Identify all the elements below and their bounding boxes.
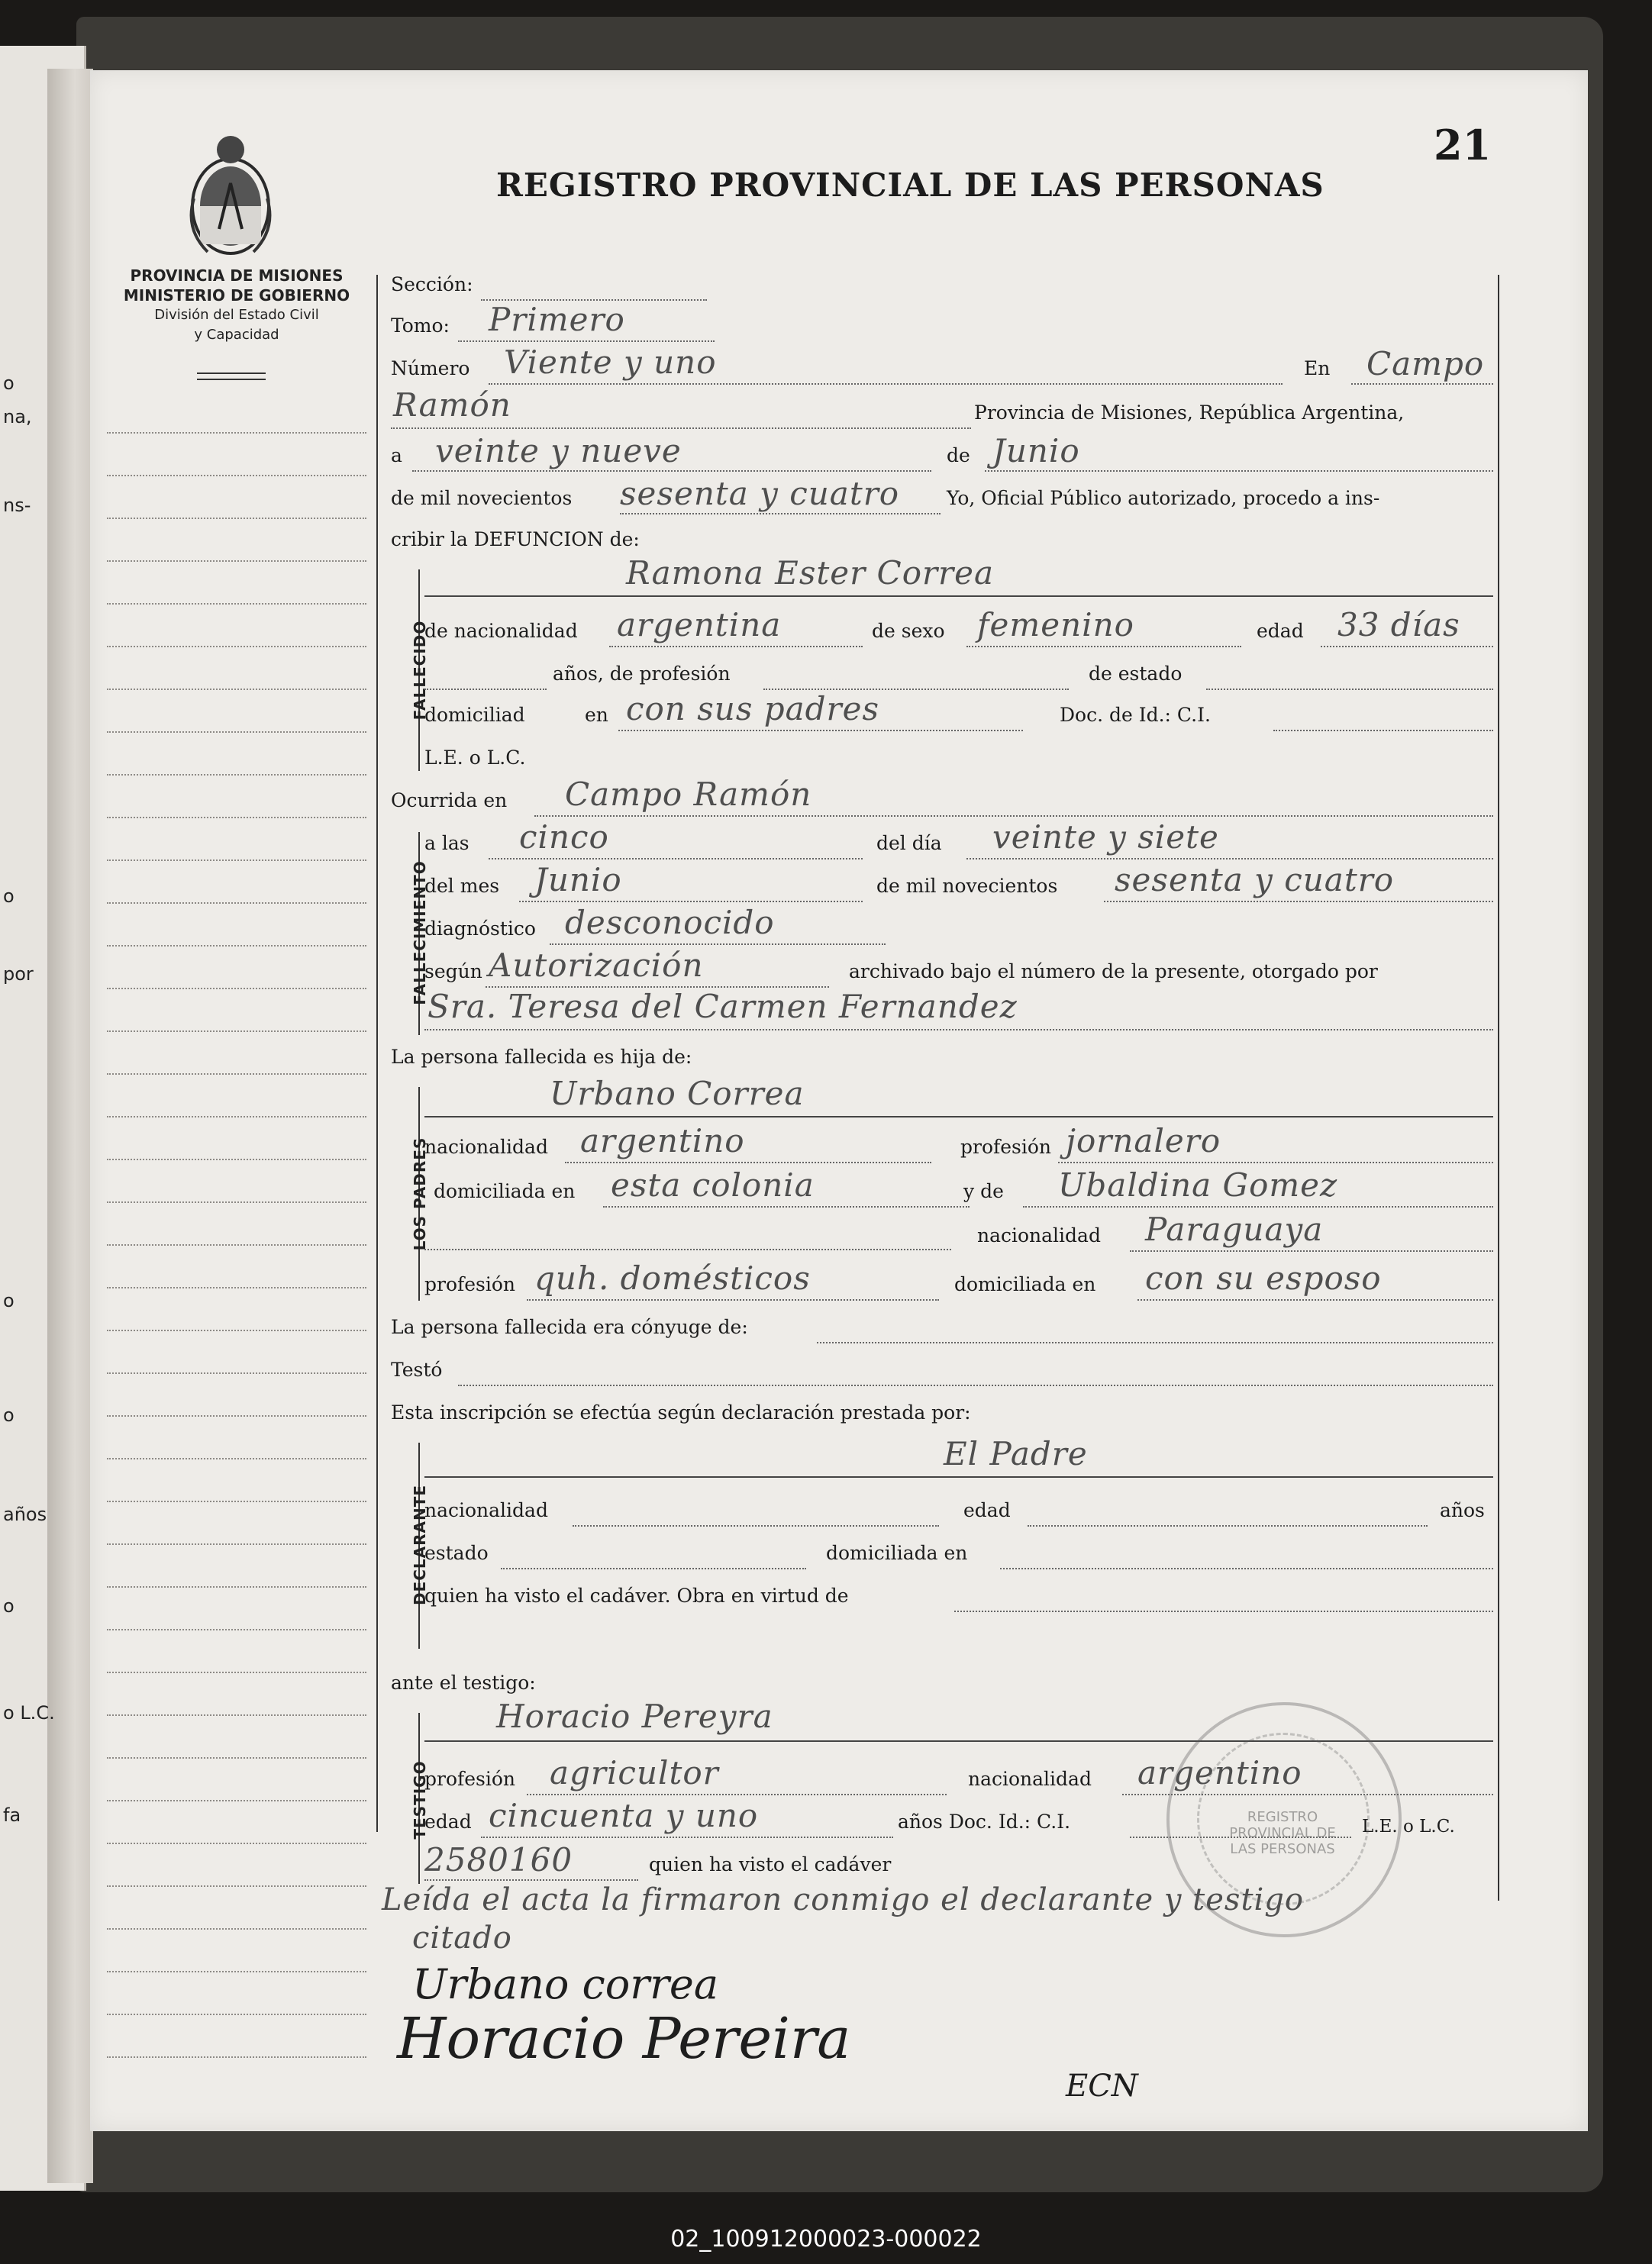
margin-ruled-line [107, 1629, 366, 1630]
ocurrida-value: Campo Ramón [565, 776, 812, 813]
segun-value: Autorización [489, 947, 704, 984]
fallecimiento-dia-value: veinte y siete [992, 818, 1219, 856]
doc-id-line [1273, 730, 1493, 731]
testigo-profesion-value: agricultor [550, 1754, 719, 1792]
testigo-profesion-label: profesión [424, 1768, 516, 1790]
form-left-border [376, 275, 378, 1832]
numero-line [489, 383, 1283, 385]
padre-profesion-line [1058, 1162, 1493, 1163]
sexo-value: femenino [977, 606, 1134, 643]
left-fragment: por [3, 963, 34, 985]
registro-anio-value: sesenta y cuatro [620, 475, 900, 512]
madre-nacionalidad-label: nacionalidad [977, 1224, 1101, 1246]
image-id-footer: 02_100912000023-000022 [670, 2226, 982, 2253]
testigo-name-value: Horacio Pereyra [496, 1698, 773, 1735]
declarante-edad-line [1028, 1525, 1428, 1527]
lugar-value: Ramón [393, 386, 511, 424]
estado-label: de estado [1089, 663, 1183, 685]
form-right-border [1498, 275, 1499, 1901]
madre-profesion-label: profesión [424, 1273, 516, 1295]
padre-nacionalidad-line [565, 1162, 931, 1163]
testigo-nacionalidad-value: argentino [1137, 1754, 1302, 1792]
fallecido-section-label: FALLECIDO [411, 620, 429, 721]
seccion-label: Sección: [391, 273, 473, 295]
madre-name-line [1023, 1206, 1493, 1208]
margin-ruled-line [107, 817, 366, 818]
margin-ruled-line [107, 518, 366, 519]
document-title: REGISTRO PROVINCIAL DE LAS PERSONAS [496, 166, 1325, 204]
margin-ruled-line [107, 560, 366, 562]
a-las-label: a las [424, 832, 469, 854]
margin-ruled-line [107, 902, 366, 904]
declarante-section-label: DECLARANTE [411, 1484, 429, 1606]
a-label: a [391, 444, 402, 466]
signature-declarante: Urbano correa [412, 1960, 719, 2008]
org-capacity: y Capacidad [194, 327, 279, 343]
provincia-text: Provincia de Misiones, República Argentina, [974, 402, 1405, 424]
cierre-nota-line1: Leída el acta la firmaron conmigo el declarante y testigo [382, 1882, 1304, 1917]
margin-ruled-line [107, 1971, 366, 1972]
margin-ruled-line [107, 689, 366, 690]
margin-ruled-line [107, 646, 366, 647]
margin-ruled-line [107, 1287, 366, 1288]
fallecimiento-anio-line [1104, 901, 1493, 902]
fallecido-name-line [424, 595, 1493, 597]
fallecido-nacionalidad-line [609, 646, 863, 647]
fallecimiento-section-label: FALLECIMIENTO [411, 860, 429, 1005]
declarante-nacionalidad-line [573, 1525, 939, 1527]
conyuge-line [817, 1342, 1493, 1343]
margin-ruled-line [107, 432, 366, 434]
declarante-name-value: El Padre [944, 1435, 1088, 1472]
margin-ruled-line [107, 1928, 366, 1930]
declarante-cadaver-text: quien ha visto el cadáver. Obra en virtud de [424, 1585, 849, 1607]
anio-label: de mil novecientos [876, 875, 1058, 897]
conyuge-text: La persona fallecida era cónyuge de: [391, 1316, 748, 1338]
ante-testigo-text: ante el testigo: [391, 1672, 536, 1694]
margin-ruled-line [107, 1030, 366, 1032]
diagnostico-line [550, 943, 886, 945]
domicilio-en-label: en [585, 704, 608, 726]
cierre-nota-line2: citado [412, 1921, 512, 1956]
edad-value: 33 días [1337, 606, 1460, 643]
fallecimiento-anio-value: sesenta y cuatro [1115, 861, 1395, 898]
official-seal-text: REGISTRO PROVINCIAL DE LAS PERSONAS [1229, 1809, 1336, 1857]
margin-ruled-line [107, 1586, 366, 1588]
en-line [1351, 383, 1493, 385]
margin-ruled-line [107, 1458, 366, 1459]
doc-id-label: Doc. de Id.: C.I. [1060, 704, 1211, 726]
fallecido-anios-line [424, 689, 547, 690]
left-fragment: años [3, 1504, 47, 1525]
fallecido-nacionalidad-value: argentina [617, 606, 782, 643]
declarante-anios-label: años [1440, 1499, 1485, 1521]
anio-prefix: de mil novecientos [391, 487, 573, 509]
testigo-docnum-line [424, 1879, 638, 1881]
testigo-edad-value: cincuenta y uno [489, 1797, 759, 1834]
padre-domicilio-line [603, 1206, 970, 1208]
registro-dia-value: veinte y nueve [435, 432, 682, 469]
left-fragment: o L.C. [3, 1702, 55, 1724]
declarante-edad-label: edad [963, 1499, 1011, 1521]
declarante-nacionalidad-label: nacionalidad [424, 1499, 548, 1521]
signature-testigo: Horacio Pereira [397, 2006, 851, 2072]
left-fragment: o [3, 1290, 15, 1311]
en-label: En [1304, 357, 1331, 379]
madre-extra-line [424, 1249, 951, 1250]
y-de-label: y de [963, 1180, 1004, 1202]
otorgado-value: Sra. Teresa del Carmen Fernandez [428, 988, 1018, 1025]
margin-ruled-line [107, 1885, 366, 1887]
margin-ruled-line [107, 603, 366, 605]
book-gutter [47, 69, 93, 2183]
tomo-line [458, 340, 715, 342]
edad-line [1321, 646, 1493, 647]
padre-nacionalidad-value: argentino [580, 1122, 745, 1159]
testigo-nacionalidad-label: nacionalidad [968, 1768, 1092, 1790]
testo-label: Testó [391, 1359, 443, 1381]
en-value: Campo [1366, 345, 1485, 382]
testigo-profesion-line [527, 1794, 947, 1795]
margin-ruled-line [107, 1757, 366, 1759]
padre-domicilio-value: esta colonia [611, 1166, 815, 1204]
left-fragment: ns- [3, 495, 31, 516]
madre-profesion-value: quh. domésticos [534, 1259, 811, 1297]
hija-text: La persona fallecida es hija de: [391, 1046, 692, 1068]
del-dia-label: del día [876, 832, 942, 854]
argentina-coat-of-arms-icon [177, 130, 284, 260]
declarante-domicilio-line [1000, 1568, 1493, 1569]
ocurrida-line [534, 815, 1493, 817]
declarante-estado-label: estado [424, 1542, 489, 1564]
padres-section-label: LOS PADRES [411, 1137, 429, 1251]
declarante-estado-line [501, 1568, 806, 1569]
padre-name-value: Urbano Correa [550, 1075, 805, 1112]
testo-line [458, 1385, 1493, 1386]
left-fragment: o [3, 1405, 15, 1426]
margin-ruled-line [107, 1714, 366, 1716]
left-fragment: na, [3, 406, 32, 427]
margin-ruled-line [107, 2056, 366, 2058]
otorgado-line [424, 1029, 1493, 1030]
registro-mes-value: Junio [992, 432, 1080, 469]
del-mes-label: del mes [424, 875, 500, 897]
testigo-section-label: TESTIGO [411, 1760, 429, 1840]
madre-nacionalidad-line [1130, 1250, 1493, 1252]
padre-domiciliada-label: domiciliada en [434, 1180, 576, 1202]
testigo-anios-doc-label: años Doc. Id.: C.I. [898, 1811, 1071, 1833]
left-fragment: fa [3, 1804, 21, 1826]
left-fragment: o [3, 885, 15, 907]
madre-nacionalidad-value: Paraguaya [1145, 1211, 1324, 1248]
madre-domicilio-line [1137, 1299, 1493, 1301]
numero-label: Número [391, 357, 470, 379]
tomo-label: Tomo: [391, 314, 450, 337]
left-fragment: o [3, 1595, 15, 1617]
de-label: de [947, 444, 970, 466]
margin-ruled-line [107, 1201, 366, 1203]
lugar-line [391, 427, 971, 429]
testigo-cadaver-text: quien ha visto el cadáver [649, 1853, 892, 1875]
padre-profesion-label: profesión [960, 1136, 1052, 1158]
hora-line [489, 858, 863, 859]
dia-line [412, 470, 931, 472]
testigo-edad-line [481, 1837, 893, 1838]
estado-line [1206, 689, 1493, 690]
margin-ruled-line [107, 859, 366, 861]
org-province: PROVINCIA DE MISIONES [130, 266, 344, 285]
mes-line [985, 470, 1493, 472]
edad-label: edad [1257, 620, 1304, 642]
segun-label: según [424, 960, 482, 982]
le-lc-label: L.E. o L.C. [424, 747, 526, 769]
margin-ruled-line [107, 988, 366, 989]
dia-line [966, 858, 1493, 859]
tomo-value: Primero [489, 301, 625, 338]
margin-ruled-line [107, 1415, 366, 1417]
org-division: División del Estado Civil [154, 307, 319, 323]
testigo-le-lc-label: L.E. o L.C. [1362, 1817, 1455, 1837]
margin-ruled-line [107, 1843, 366, 1844]
diagnostico-label: diagnóstico [424, 918, 536, 940]
madre-domicilio-value: con su esposo [1145, 1259, 1382, 1297]
issuing-organization [107, 266, 366, 345]
anio-line [620, 513, 941, 514]
margin-ruled-line [107, 1330, 366, 1331]
testigo-doc-value: 2580160 [424, 1841, 573, 1879]
margin-ruled-line [107, 774, 366, 776]
testigo-edad-label: edad [424, 1811, 472, 1833]
page-number: 21 [1434, 121, 1492, 169]
margin-ruled-line [107, 945, 366, 947]
margin-ruled-line [107, 1372, 366, 1374]
declarante-obra-line [954, 1611, 1493, 1612]
ocurrida-label: Ocurrida en [391, 789, 508, 811]
declarante-domiciliada-label: domiciliada en [826, 1542, 968, 1564]
margin-ruled-line [107, 1073, 366, 1075]
margin-ruled-line [107, 1244, 366, 1246]
org-underline [197, 372, 266, 380]
fallecido-nacionalidad-label: de nacionalidad [424, 620, 578, 642]
inscribir-text: cribir la DEFUNCION de: [391, 528, 640, 550]
margin-ruled-line [107, 1543, 366, 1545]
padre-name-line [424, 1116, 1493, 1117]
signature-oficial: ECN [1066, 2069, 1138, 2104]
padre-nacionalidad-label: nacionalidad [424, 1136, 548, 1158]
numero-value: Viente y uno [504, 343, 717, 381]
oficial-text: Yo, Oficial Público autorizado, procedo a ins- [947, 487, 1380, 509]
margin-ruled-line [107, 2014, 366, 2015]
declarante-name-line [424, 1476, 1493, 1478]
margin-ruled-line [107, 731, 366, 733]
hora-value: cinco [519, 818, 609, 856]
sexo-label: de sexo [872, 620, 945, 642]
madre-domiciliada-label: domiciliada en [954, 1273, 1096, 1295]
fallecimiento-mes-value: Junio [534, 861, 622, 898]
margin-ruled-line [107, 1159, 366, 1160]
madre-profesion-line [527, 1299, 939, 1301]
mes-line [519, 901, 863, 902]
domiciliad-label: domiciliad [424, 704, 525, 726]
margin-ruled-line [107, 1116, 366, 1117]
inscripcion-text: Esta inscripción se efectúa según declaración prestada por: [391, 1401, 971, 1424]
margin-ruled-line [107, 1800, 366, 1801]
fallecido-domicilio-value: con sus padres [626, 690, 880, 727]
org-ministry: MINISTERIO DE GOBIERNO [123, 286, 350, 305]
sexo-line [966, 646, 1241, 647]
margin-ruled-line [107, 1672, 366, 1673]
margin-ruled-line [107, 1501, 366, 1502]
left-fragment: o [3, 372, 15, 394]
margin-ruled-line [107, 475, 366, 476]
diagnostico-value: desconocido [565, 904, 775, 941]
domicilio-line [618, 730, 1023, 731]
padre-profesion-value: jornalero [1066, 1122, 1221, 1159]
anios-profesion-label: años, de profesión [553, 663, 731, 685]
madre-name-value: Ubaldina Gomez [1058, 1166, 1338, 1204]
fallecido-name-value: Ramona Ester Correa [626, 554, 995, 592]
archivado-text: archivado bajo el número de la presente, otorgado por [849, 960, 1378, 982]
